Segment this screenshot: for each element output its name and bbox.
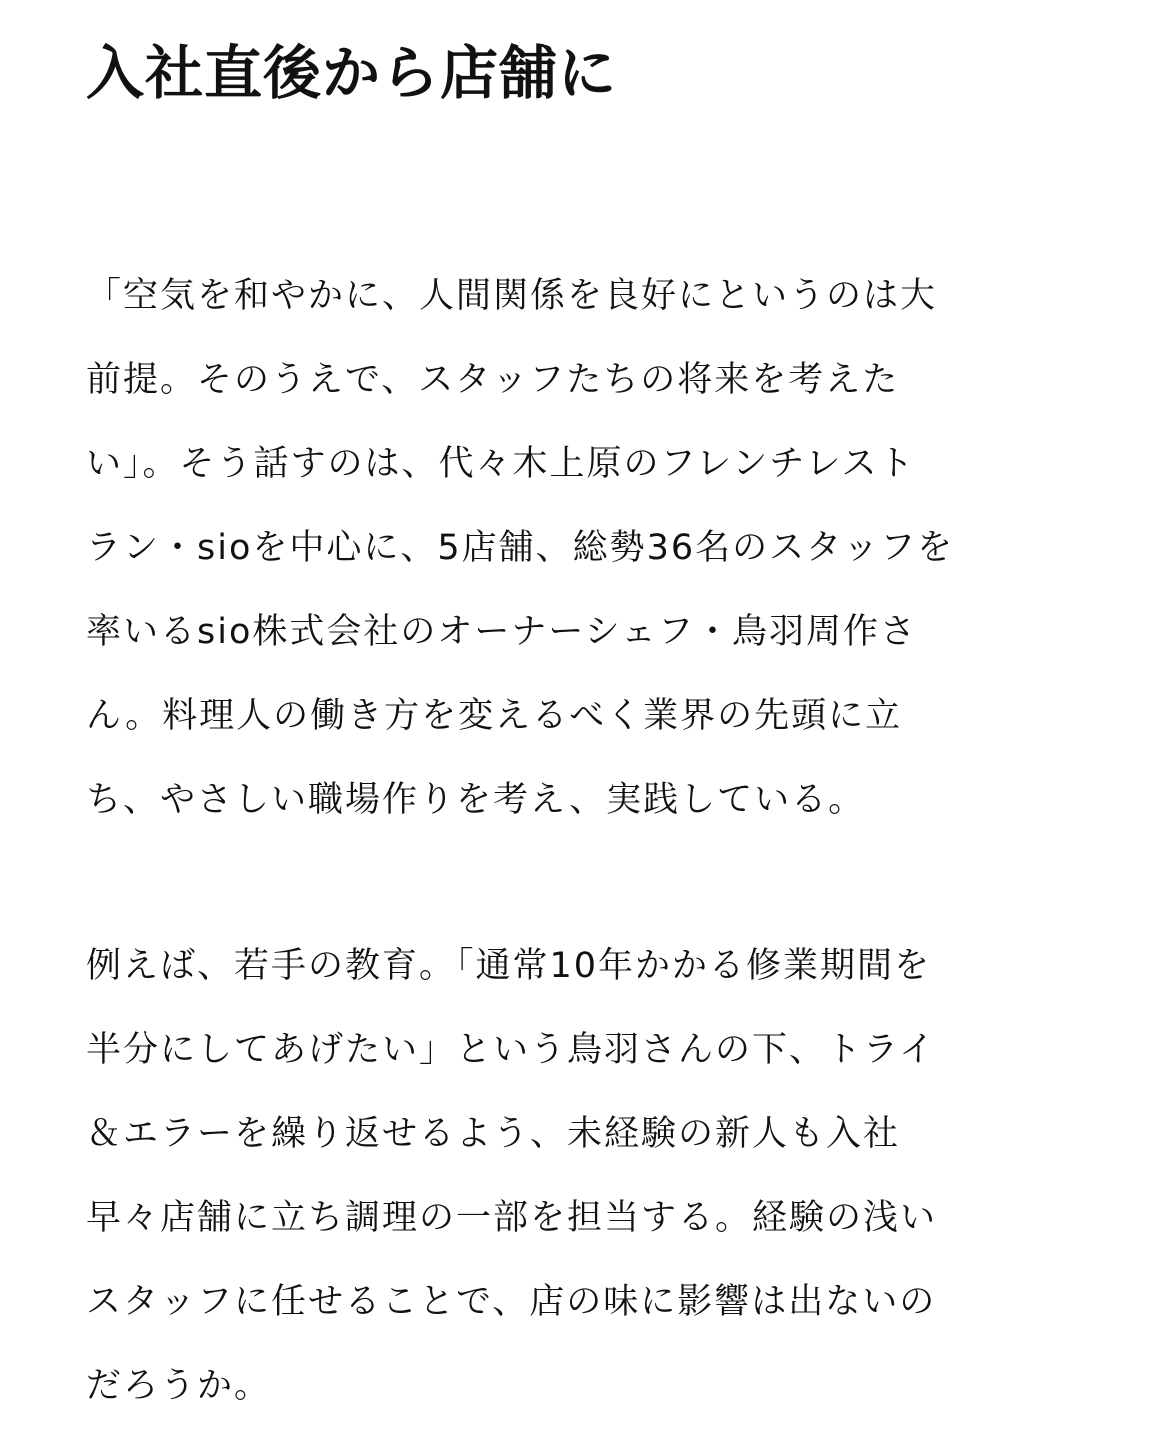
article-title: 入社直後から店舗に (86, 39, 618, 107)
paragraph-line: い」。そう話すのは、代々木上原のフレンチレスト (86, 444, 916, 484)
paragraph-line: ち、やさしい職場作りを考え、実践している。 (86, 780, 866, 820)
paragraph-1 (86, 254, 954, 842)
paragraph-2 (86, 924, 937, 1428)
paragraph-line: スタッフに任せることで、店の味に影響は出ないの (86, 1282, 937, 1322)
paragraph-line: ん。料理人の働き方を変えるべく業界の先頭に立 (86, 696, 903, 736)
paragraph-line: 半分にしてあげたい」という鳥羽さんの下、トライ (86, 1030, 936, 1070)
paragraph-line: 率いるsio株式会社のオーナーシェフ・鳥羽周作さ (86, 612, 917, 652)
paragraph-line: 例えば、若手の教育。「通常10年かかる修業期間を (86, 946, 932, 986)
paragraph-line: 早々店舗に立ち調理の一部を担当する。経験の浅い (86, 1198, 938, 1238)
paragraph-line: ラン・sioを中心に、5店舗、総勢36名のスタッフを (86, 528, 955, 568)
paragraph-line: だろうか。 (86, 1366, 272, 1406)
paragraph-line: 「空気を和やかに、人間関係を良好にというのは大 (86, 276, 938, 316)
paragraph-line: ＆エラーを繰り返せるよう、未経験の新人も入社 (86, 1114, 901, 1154)
paragraph-line: 前提。そのうえで、スタッフたちの将来を考えた (86, 360, 900, 400)
